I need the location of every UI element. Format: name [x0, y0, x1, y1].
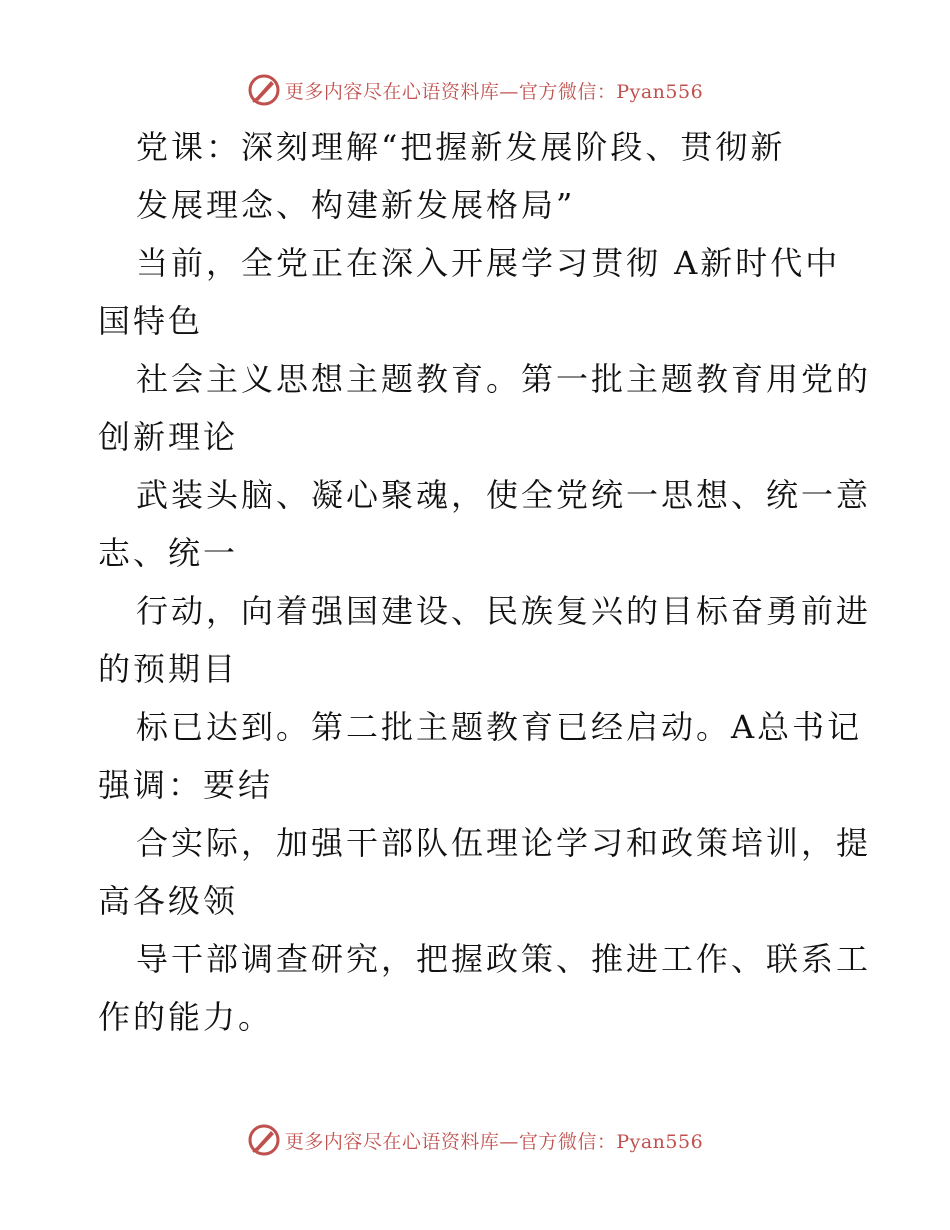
paragraph-line: 高各级领 — [98, 882, 239, 920]
paragraph-line: 导干部调查研究，把握政策、推进工作、联系工 — [136, 940, 872, 978]
paragraph-line: 武装头脑、凝心聚魂，使全党统一思想、统一意 — [136, 476, 872, 514]
paragraph-line: 标已达到。第二批主题教育已经启动。A总书记 — [136, 708, 863, 746]
paragraph-line: 作的能力。 — [98, 998, 274, 1036]
paragraph-line: 志、统一 — [98, 534, 239, 572]
header-watermark — [0, 70, 950, 110]
paragraph-line: 行动，向着强国建设、民族复兴的目标奋勇前进 — [136, 592, 872, 630]
paragraph-line: 国特色 — [98, 302, 204, 340]
footer-watermark — [0, 1120, 950, 1160]
quill-pen-icon — [247, 73, 281, 107]
paragraph-line: 社会主义思想主题教育。第一批主题教育用党的 — [136, 360, 872, 398]
watermark-text: 更多内容尽在心语资料库—官方微信：Pyan556 — [284, 1130, 704, 1153]
quill-pen-icon — [247, 1123, 281, 1157]
title-line-2: 发展理念、构建新发展格局” — [136, 186, 576, 224]
watermark-text: 更多内容尽在心语资料库—官方微信：Pyan556 — [284, 80, 704, 103]
paragraph-line: 强调：要结 — [98, 766, 274, 804]
title-line-1: 党课：深刻理解“把握新发展阶段、贯彻新 — [136, 128, 786, 166]
paragraph-line: 当前，全党正在深入开展学习贯彻 A新时代中 — [136, 244, 841, 282]
document-body — [98, 118, 872, 1046]
paragraph-line: 的预期目 — [98, 650, 239, 688]
paragraph-line: 创新理论 — [98, 418, 239, 456]
paragraph-line: 合实际，加强干部队伍理论学习和政策培训，提 — [136, 824, 872, 862]
